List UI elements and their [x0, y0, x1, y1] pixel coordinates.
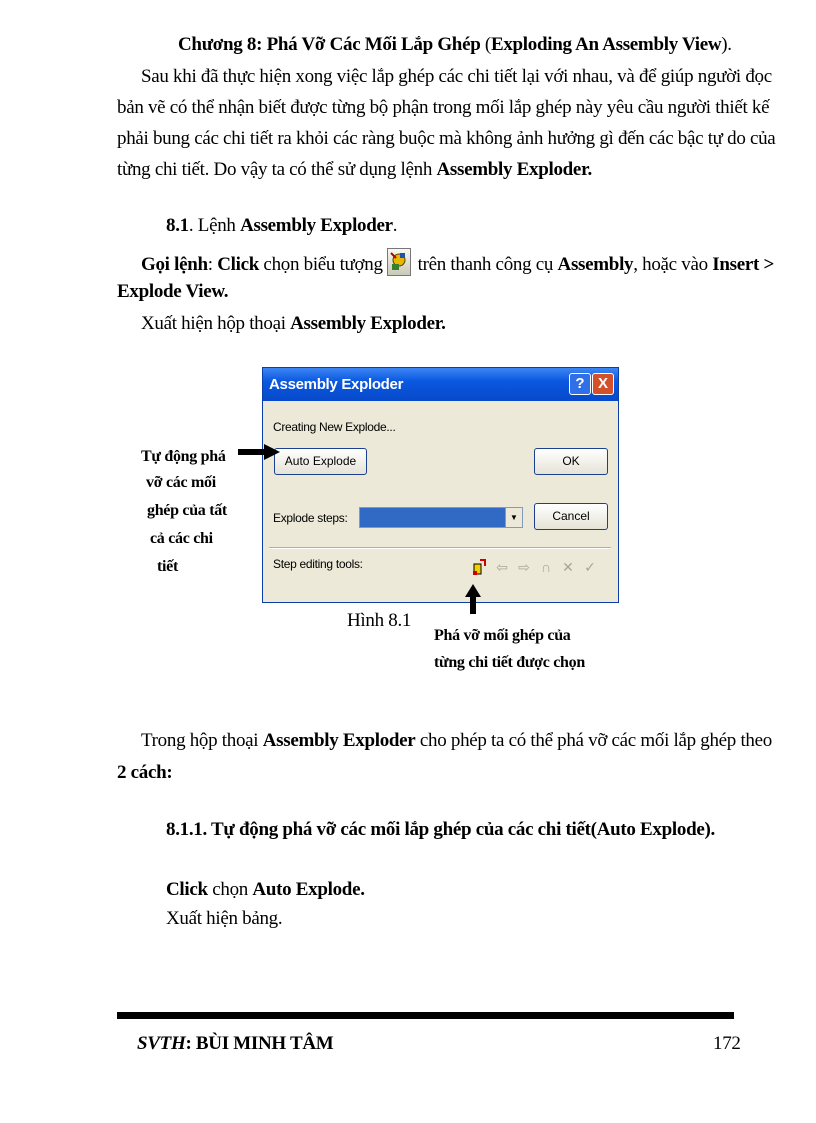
step-editing-tools-label: Step editing tools: — [273, 557, 363, 571]
para2-line-2: 2 cách: — [117, 762, 173, 783]
intro-line-4: từng chi tiết. Do vậy ta có thể sử dụng lệnh Assembly Exploder. — [117, 159, 592, 180]
page-number: 172 — [713, 1033, 741, 1054]
status-text: Creating New Explode... — [273, 420, 396, 434]
dialog-title-bar — [263, 368, 618, 401]
undo-step-icon[interactable]: ∩ — [540, 559, 552, 575]
cancel-button[interactable]: Cancel — [534, 503, 608, 530]
move-right-icon[interactable]: ⇨ — [518, 559, 530, 575]
document-page: Chương 8: Phá Vỡ Các Mối Lắp Ghép (Exploding An Assembly View). Sau khi đã thực hiện xong việc lắp ghép các chi tiết lại với nhau, và để giúp người đọc bản vẽ có thể nhận biết được từng bộ phận trong mối lắp ghép này yêu cầu người thiết kế phải bung các chi tiết ra khỏi các ràng buộc mà không ảnh hưởng gì đến các bậc tự do của từng chi tiết. Do vậy ta có thể sử dụng lệnh Assembly Exploder. 8.1. Lệnh Assembly Exploder. Gọi lệnh: Click chọn biểu tượng trên thanh công cụ Assembly, hoặc vào Insert > Explode View. Xuất hiện hộp thoại Assembly Exploder. Assembly Exploder ? X Creating New Explode... Auto Explode OK Explode steps: ▼ Cancel Step editing tools: ⇦ ⇨ ∩ ✕ ✓ Tự động phá vỡ các mối ghép của tất cả các chi tiết Hình 8.1 Phá vỡ mối ghép của từng chi tiết được chọn Trong hộp thoại Assembly Exploder cho phép ta có thể phá vỡ các mối lắp ghép theo 2 cách: 8.1.1. Tự động phá vỡ các mối lắp ghép của các chi tiết(Auto Explode). Click chọn Auto Explode. Xuất hiện bảng. SVTH: BÙI MINH TÂM 172 — [0, 0, 816, 1123]
call-command-line-2: Explode View. — [117, 281, 229, 302]
close-button[interactable]: X — [592, 373, 614, 395]
explode-steps-dropdown[interactable] — [359, 507, 523, 528]
intro-line-3: phải bung các chi tiết ra khỏi các ràng buộc mà không ảnh hưởng gì đến các bậc tự do của — [117, 128, 776, 149]
section-heading: 8.1. Lệnh Assembly Exploder. — [166, 215, 398, 236]
move-left-icon[interactable]: ⇦ — [496, 559, 508, 575]
assembly-exploder-toolbar-icon — [387, 248, 411, 276]
explode-steps-label: Explode steps: — [273, 511, 348, 525]
separator — [269, 547, 611, 549]
footer-author: SVTH: BÙI MINH TÂM — [137, 1033, 334, 1054]
intro-line-1: Sau khi đã thực hiện xong việc lắp ghép các chi tiết lại với nhau, và để giúp người đọc — [141, 66, 772, 87]
step-line-1: Click chọn Auto Explode. — [166, 879, 365, 900]
annotation-bottom-line-1: Phá vỡ mối ghép của — [434, 627, 571, 644]
chapter-heading: Chương 8: Phá Vỡ Các Mối Lắp Ghép (Exploding An Assembly View). — [178, 34, 732, 55]
dialog-title: Assembly Exploder — [269, 376, 404, 393]
intro-line-2: bản vẽ có thể nhận biết được từng bộ phận trong mối lắp ghép này yêu cầu người thiết kế — [117, 97, 770, 118]
figure-caption: Hình 8.1 — [347, 610, 412, 631]
assembly-exploder-dialog — [262, 367, 619, 603]
para2-line-1: Trong hộp thoại Assembly Exploder cho phép ta có thể phá vỡ các mối lắp ghép theo — [141, 730, 772, 751]
dialog-intro-line: Xuất hiện hộp thoại Assembly Exploder. — [141, 313, 446, 334]
call-command-line: Gọi lệnh: Click chọn biểu tượng trên thanh công cụ Assembly, hoặc vào Insert > — [141, 248, 774, 278]
explode-selected-tool-icon[interactable] — [470, 556, 490, 578]
annotation-bottom-line-2: từng chi tiết được chọn — [434, 654, 585, 671]
accept-step-icon[interactable]: ✓ — [584, 559, 596, 575]
help-button[interactable]: ? — [569, 373, 591, 395]
footer-rule — [117, 1012, 734, 1019]
step-line-2: Xuất hiện bảng. — [166, 908, 283, 929]
up-arrow-icon — [465, 584, 481, 614]
subsection-heading: 8.1.1. Tự động phá vỡ các mối lắp ghép của các chi tiết(Auto Explode). — [166, 819, 715, 840]
delete-step-icon[interactable]: ✕ — [562, 559, 574, 575]
dropdown-arrow-icon[interactable]: ▼ — [505, 508, 522, 527]
ok-button[interactable]: OK — [534, 448, 608, 475]
right-arrow-icon — [238, 444, 280, 460]
auto-explode-button[interactable]: Auto Explode — [274, 448, 367, 475]
